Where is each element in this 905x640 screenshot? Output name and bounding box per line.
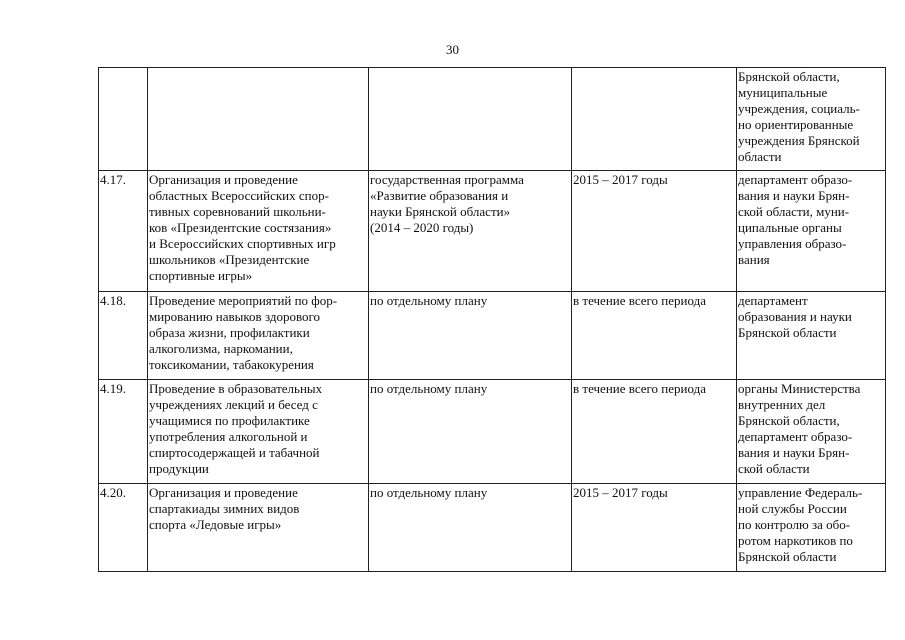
event-cell bbox=[148, 68, 369, 171]
executor-cell: департамент образования и науки Брянской области bbox=[737, 292, 886, 380]
period-cell: в течение всего периода bbox=[572, 292, 737, 380]
executor-cell: органы Министерства внутренних дел Брянской области, департамент образо- вания и науки Брян- ской области bbox=[737, 380, 886, 484]
event-cell: Проведение мероприятий по фор- мированию навыков здорового образа жизни, профилактики алкоголизма, наркомании, токсикомании, табакокурения bbox=[148, 292, 369, 380]
period-cell: 2015 – 2017 годы bbox=[572, 484, 737, 572]
period-cell: 2015 – 2017 годы bbox=[572, 171, 737, 292]
executor-cell: управление Федераль- ной службы России по контролю за обо- ротом наркотиков по Брянской области bbox=[737, 484, 886, 572]
table-row bbox=[99, 68, 886, 171]
table-row bbox=[99, 380, 886, 484]
funding-source-cell: по отдельному плану bbox=[369, 292, 572, 380]
table-row bbox=[99, 484, 886, 572]
event-cell: Организация и проведение спартакиады зимних видов спорта «Ледовые игры» bbox=[148, 484, 369, 572]
period-cell bbox=[572, 68, 737, 171]
period-cell: в течение всего периода bbox=[572, 380, 737, 484]
row-number-cell: 4.19. bbox=[99, 380, 148, 484]
table-row bbox=[99, 171, 886, 292]
row-number-cell: 4.17. bbox=[99, 171, 148, 292]
funding-source-cell: по отдельному плану bbox=[369, 380, 572, 484]
funding-source-cell: государственная программа «Развитие образования и науки Брянской области» (2014 – 2020 годы) bbox=[369, 171, 572, 292]
executor-cell: департамент образо- вания и науки Брян- ской области, муни- ципальные органы управления образо- вания bbox=[737, 171, 886, 292]
row-number-cell bbox=[99, 68, 148, 171]
table-row bbox=[99, 292, 886, 380]
row-number-cell: 4.18. bbox=[99, 292, 148, 380]
measures-table bbox=[98, 67, 886, 572]
funding-source-cell: по отдельному плану bbox=[369, 484, 572, 572]
executor-cell: Брянской области, муниципальные учреждения, социаль- но ориентированные учреждения Брянской области bbox=[737, 68, 886, 171]
row-number-cell: 4.20. bbox=[99, 484, 148, 572]
page-number: 30 bbox=[446, 42, 459, 57]
event-cell: Проведение в образовательных учреждениях лекций и бесед с учащимися по профилактике употребления алкогольной и спиртосодержащей и табачной продукции bbox=[148, 380, 369, 484]
event-cell: Организация и проведение областных Всероссийских спор- тивных соревнований школьни- ков «Президентские состязания» и Всероссийских спортивных игр школьников «Президентские спортивные игры» bbox=[148, 171, 369, 292]
funding-source-cell bbox=[369, 68, 572, 171]
